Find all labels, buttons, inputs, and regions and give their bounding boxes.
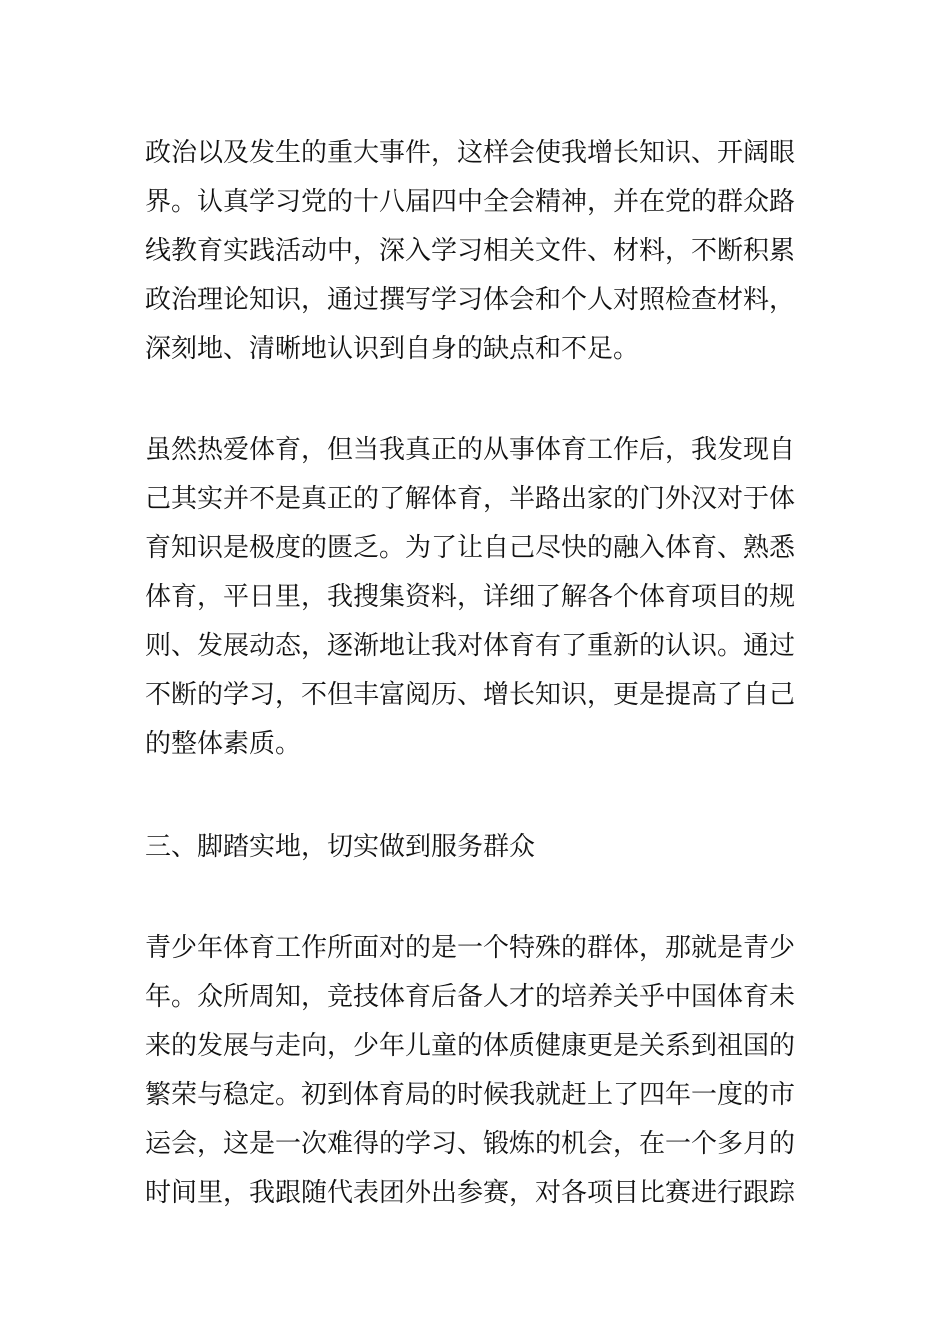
text-line: 虽然热爱体育，但当我真正的从事体育工作后，我发现自 xyxy=(145,435,796,465)
text-line: 来的发展与走向，少年儿童的体质健康更是关系到祖国的 xyxy=(145,1031,796,1061)
paragraph-youth-sports xyxy=(145,924,810,1218)
text-line: 青少年体育工作所面对的是一个特殊的群体，那就是青少 xyxy=(145,933,796,963)
text-line: 线教育实践活动中，深入学习相关文件、材料，不断积累 xyxy=(145,236,796,266)
text-line: 界。认真学习党的十八届四中全会精神，并在党的群众路 xyxy=(145,187,796,217)
paragraph-political-study xyxy=(145,129,810,374)
text-line: 体育，平日里，我搜集资料，详细了解各个体育项目的规 xyxy=(145,582,796,612)
text-line: 的整体素质。 xyxy=(145,729,302,759)
text-line: 育知识是极度的匮乏。为了让自己尽快的融入体育、熟悉 xyxy=(145,533,796,563)
heading-line: 三、脚踏实地，切实做到服务群众 xyxy=(145,832,536,862)
text-line: 运会，这是一次难得的学习、锻炼的机会，在一个多月的 xyxy=(145,1129,796,1159)
text-line: 繁荣与稳定。初到体育局的时候我就赶上了四年一度的市 xyxy=(145,1080,796,1110)
text-line: 政治以及发生的重大事件，这样会使我增长知识、开阔眼 xyxy=(145,138,796,168)
text-line: 不断的学习，不但丰富阅历、增长知识，更是提高了自己 xyxy=(145,680,796,710)
text-line: 年。众所周知，竞技体育后备人才的培养关乎中国体育未 xyxy=(145,982,796,1012)
paragraph-sports-learning xyxy=(145,426,810,769)
text-line: 则、发展动态，逐渐地让我对体育有了重新的认识。通过 xyxy=(145,631,796,661)
section-heading xyxy=(145,823,810,872)
text-line: 政治理论知识，通过撰写学习体会和个人对照检查材料， xyxy=(145,285,796,315)
text-line: 深刻地、清晰地认识到自身的缺点和不足。 xyxy=(145,334,640,364)
text-line: 时间里，我跟随代表团外出参赛，对各项目比赛进行跟踪 xyxy=(145,1178,796,1208)
text-line: 己其实并不是真正的了解体育，半路出家的门外汉对于体 xyxy=(145,484,796,514)
